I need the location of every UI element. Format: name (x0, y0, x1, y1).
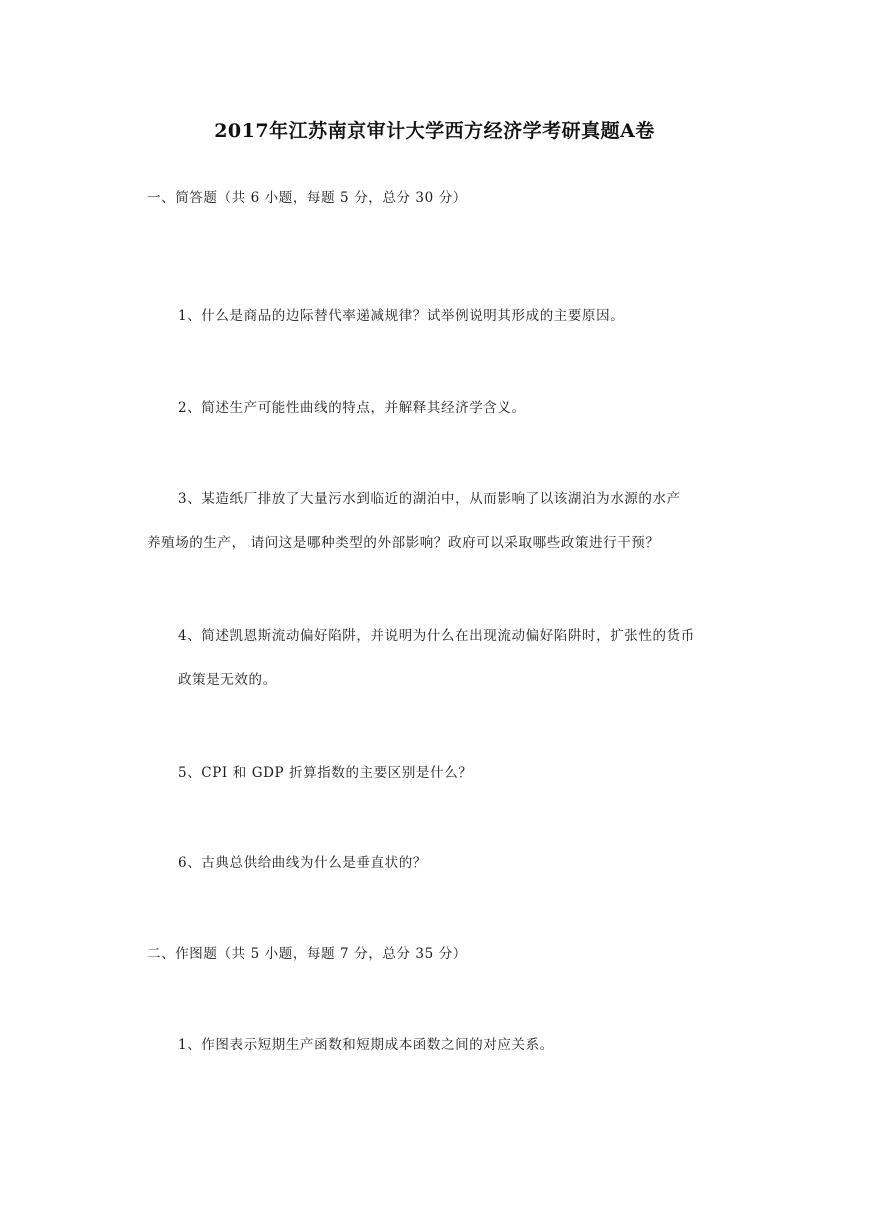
question-1-1: 1、什么是商品的边际替代率递减规律？试举例说明其形成的主要原因。 (178, 308, 625, 324)
section-heading-graphing: 二、作图题（共 5 小题，每题 7 分，总分 35 分） (147, 946, 467, 962)
question-1-2: 2、简述生产可能性曲线的特点，并解释其经济学含义。 (178, 400, 526, 416)
question-1-3-line-1: 3、某造纸厂排放了大量污水到临近的湖泊中，从而影响了以该湖泊为水源的水产 (178, 491, 681, 507)
question-1-6: 6、古典总供给曲线为什么是垂直状的？ (178, 855, 427, 871)
section-heading-short-answer: 一、简答题（共 6 小题，每题 5 分，总分 30 分） (147, 190, 467, 206)
document-title: 2017年江苏南京审计大学西方经济学考研真题A卷 (214, 120, 655, 142)
question-2-1: 1、作图表示短期生产函数和短期成本函数之间的对应关系。 (178, 1037, 554, 1053)
question-1-4-line-2: 政策是无效的。 (178, 672, 277, 688)
question-1-4-line-1: 4、简述凯恩斯流动偏好陷阱，并说明为什么在出现流动偏好陷阱时，扩张性的货币 (178, 628, 695, 644)
question-1-3-line-2: 养殖场的生产， 请问这是哪种类型的外部影响？政府可以采取哪些政策进行干预？ (147, 535, 660, 551)
question-1-5: 5、CPI 和 GDP 折算指数的主要区别是什么？ (178, 765, 473, 781)
